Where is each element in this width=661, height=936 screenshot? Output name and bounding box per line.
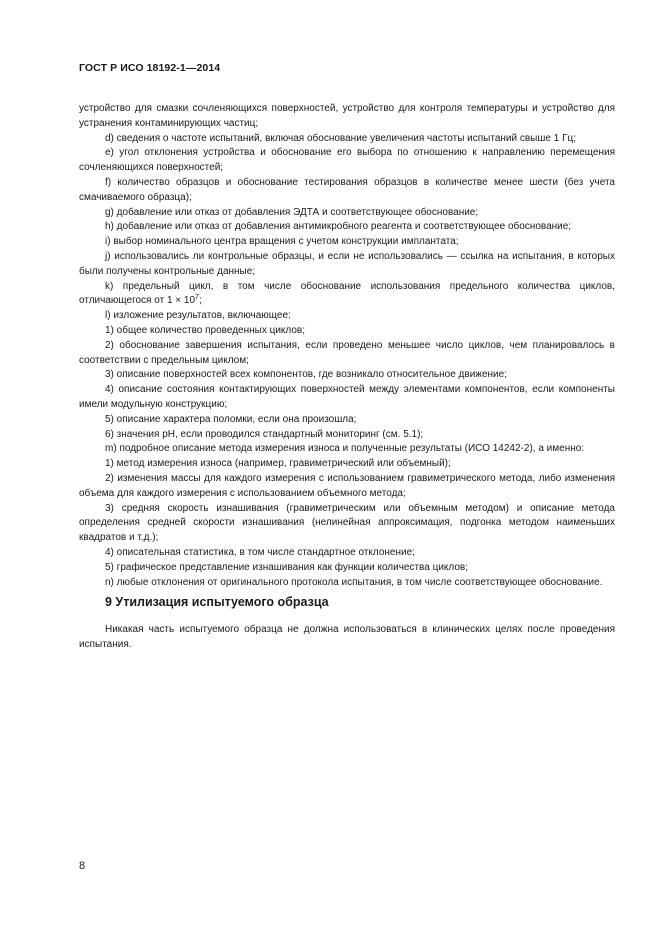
paragraph-text: 1) метод измерения износа (например, гравиметрический или объемный); bbox=[105, 458, 451, 470]
list-paragraph bbox=[79, 502, 615, 546]
list-paragraph bbox=[79, 220, 615, 235]
paragraph-text: k) предельный цикл, в том числе обоснование использования предельного количества циклов, отличающегося от 1 × 10 bbox=[79, 280, 615, 307]
paragraph-text: 3) описание поверхностей всех компонентов, где возникало относительное движение; bbox=[105, 369, 507, 381]
paragraph-text: d) сведения о частоте испытаний, включая обоснование увеличения частоты испытаний свыше 1 Гц; bbox=[105, 132, 576, 144]
paragraph-text: 1) общее количество проведенных циклов; bbox=[105, 324, 306, 336]
list-paragraph bbox=[79, 206, 615, 221]
paragraph-text: 5) графическое представление изнашивания как функции количества циклов; bbox=[105, 561, 468, 573]
list-paragraph bbox=[79, 339, 615, 369]
superscript-exponent: 7 bbox=[195, 294, 199, 302]
paragraph-text: l) изложение результатов, включающее: bbox=[105, 310, 291, 322]
paragraph-text: m) подробное описание метода измерения износа и полученные результаты (ИСО 14242-2), а именно: bbox=[105, 443, 585, 455]
paragraph-text: i) выбор номинального центра вращения с учетом конструкции имплантата; bbox=[105, 236, 459, 248]
paragraph-text: 3) средняя скорость изнашивания (гравиметрическим или объемным методом) и описание метода определения средней скорости изнашивания (нелинейная аппроксимация, подгонка методом наименьших квадратов и т.д.); bbox=[79, 502, 615, 544]
list-paragraph bbox=[79, 280, 615, 310]
paragraph-text: устройство для смазки сочленяющихся поверхностей, устройство для контроля температуры и устройство для устранения контаминирующих частиц; bbox=[79, 103, 615, 129]
list-paragraph bbox=[79, 561, 615, 576]
list-paragraph bbox=[79, 383, 615, 413]
section-body bbox=[79, 623, 615, 653]
paragraph-text: 5) описание характера поломки, если она произошла; bbox=[105, 413, 357, 425]
list-paragraph bbox=[79, 428, 615, 443]
paragraph-tail: ; bbox=[198, 295, 202, 307]
paragraph-text: g) добавление или отказ от добавления ЭДТА и соответствующее обоснование; bbox=[105, 206, 479, 218]
paragraph-text: n) любые отклонения от оригинального протокола испытания, в том числе соответствующее обоснование. bbox=[105, 576, 603, 588]
paragraph-text: 4) описательная статистика, в том числе стандартное отклонение; bbox=[105, 546, 415, 558]
paragraph-text: 4) описание состояния контактирующих поверхностей между элементами компонентов, если компоненты имели модульную конструкцию; bbox=[79, 384, 615, 410]
list-paragraph bbox=[79, 546, 615, 561]
paragraph-text: 6) значения pH, если проводился стандартный мониторинг (см. 5.1); bbox=[105, 428, 424, 440]
list-paragraph bbox=[79, 457, 615, 472]
list-paragraph bbox=[79, 235, 615, 250]
list-paragraph bbox=[79, 413, 615, 428]
list-paragraph bbox=[79, 309, 615, 324]
document-header: ГОСТ Р ИСО 18192-1—2014 bbox=[79, 62, 221, 74]
list-paragraph bbox=[79, 146, 615, 176]
list-paragraph bbox=[79, 472, 615, 502]
section-title: 9 Утилизация испытуемого образца bbox=[105, 595, 329, 609]
list-paragraph bbox=[79, 442, 615, 457]
paragraph-text: h) добавление или отказ от добавления антимикробного реагента и соответствующее обоснование; bbox=[105, 221, 572, 233]
list-paragraph bbox=[79, 250, 615, 280]
list-paragraph bbox=[79, 132, 615, 147]
page-number: 8 bbox=[79, 860, 86, 872]
list-paragraph bbox=[79, 368, 615, 383]
paragraph-text: j) использовались ли контрольные образцы, и если не использовались — ссылка на испытания, в которых были получены контрольные данные; bbox=[79, 250, 615, 277]
list-paragraph bbox=[79, 102, 615, 132]
section-paragraph: Никакая часть испытуемого образца не должна использоваться в клинических целях после проведения испытания. bbox=[79, 624, 615, 650]
list-paragraph bbox=[79, 324, 615, 339]
document-body bbox=[79, 102, 615, 590]
list-paragraph bbox=[79, 176, 615, 206]
paragraph-text: 2) изменения массы для каждого измерения с использованием гравиметрического метода, либо изменения объема для каждого измерения с использованием объемного метода; bbox=[79, 472, 615, 499]
paragraph-text: 2) обоснование завершения испытания, если проведено меньшее число циклов, чем планировалось в соответствии с предельным циклом; bbox=[79, 339, 615, 366]
paragraph-text: f) количество образцов и обоснование тестирования образцов в количестве менее шести (без учета смачиваемого образца); bbox=[79, 176, 615, 203]
list-paragraph bbox=[79, 576, 615, 591]
paragraph-text: e) угол отклонения устройства и обоснование его выбора по отношению к направлению перемещения сочленяющихся поверхностей; bbox=[79, 147, 615, 174]
